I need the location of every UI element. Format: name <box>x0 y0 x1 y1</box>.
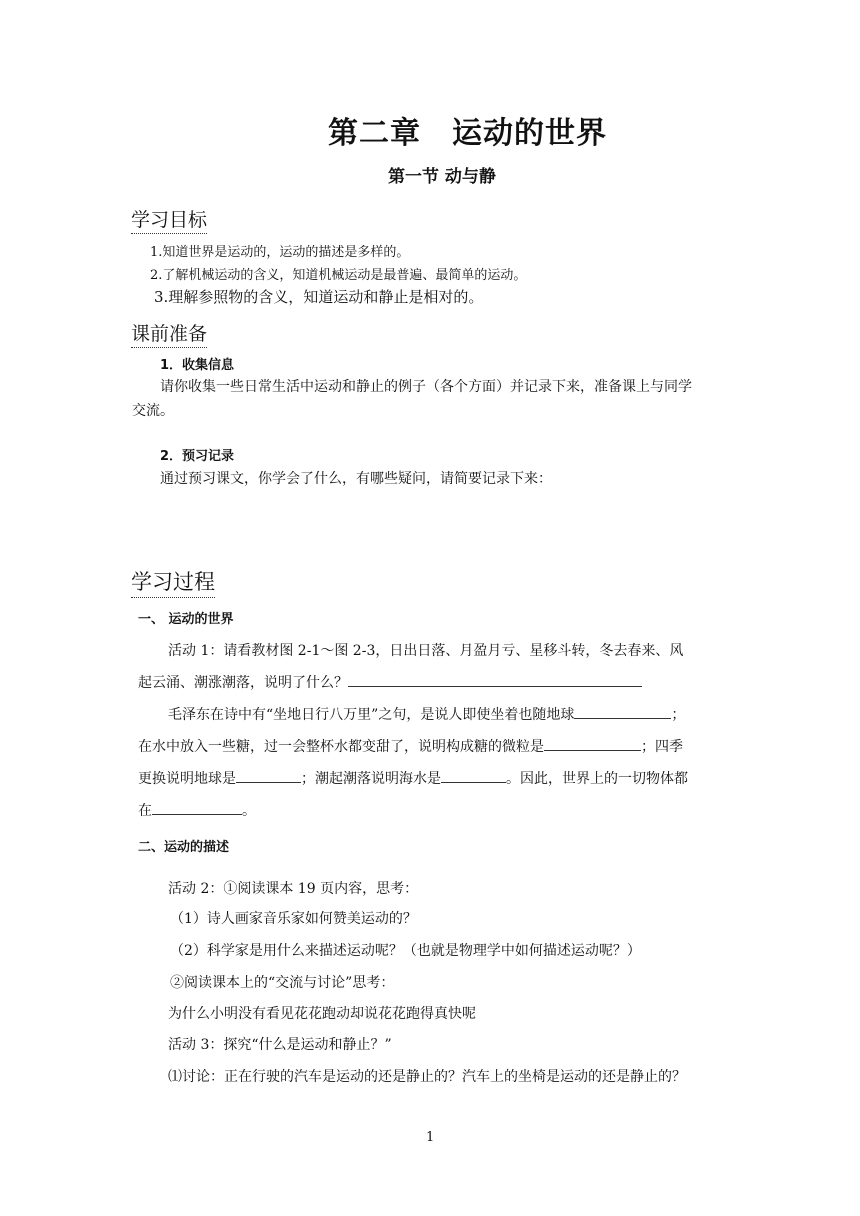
question-item: ②阅读课本上的“交流与讨论”思考： <box>170 975 395 991</box>
objective-item: 3.理解参照物的含义，知道运动和静止是相对的。 <box>154 288 484 306</box>
collect-text: 交流。 <box>132 403 174 419</box>
answer-blank[interactable] <box>348 672 642 687</box>
discussion-text: ⑴讨论：正在行驶的汽车是运动的还是静止的？汽车上的坐椅是运动的还是静止的？ <box>168 1069 686 1085</box>
activity-text: 活动 2：①阅读课本 19 页内容，思考： <box>168 881 419 897</box>
page-number: 1 <box>426 1130 435 1145</box>
paragraph-line: 毛泽东在诗中有“坐地日行八万里”之句，是说人即使坐着也随地球 ； <box>168 704 685 724</box>
activity-text: 活动 1：请看教材图 2-1～图 2-3，日出日落、月盈月亏、星移斗转，冬去春来、风 <box>168 643 684 659</box>
answer-blank[interactable] <box>544 736 641 751</box>
paragraph-line: 在水中放入一些糖，过一会整杯水都变甜了，说明构成糖的微粒是 ；四季 <box>138 736 683 756</box>
section-title: 一、 运动的世界 <box>138 612 234 627</box>
section-title: 二、运动的描述 <box>138 840 230 855</box>
preview-title: 2．预习记录 <box>160 449 235 464</box>
page-title: 第二章 运动的世界 <box>328 116 607 151</box>
activity-text: 起云涌、潮涨潮落，说明了什么？ <box>138 672 642 692</box>
preview-text: 通过预习课文，你学会了什么，有哪些疑问，请简要记录下来： <box>160 471 552 487</box>
answer-blank[interactable] <box>236 768 301 783</box>
page-subtitle: 第一节 动与静 <box>388 167 496 187</box>
prep-heading: 课前准备 <box>131 319 207 348</box>
objective-item: 1.知道世界是运动的，运动的描述是多样的。 <box>150 245 410 260</box>
collect-title: 1．收集信息 <box>160 358 235 373</box>
question-item: 为什么小明没有看见花花跑动却说花花跑得真快呢 <box>168 1006 476 1022</box>
objectives-heading: 学习目标 <box>131 205 207 234</box>
answer-blank[interactable] <box>152 800 242 815</box>
objective-item: 2.了解机械运动的含义，知道机械运动是最普遍、最简单的运动。 <box>150 268 527 283</box>
paragraph-line: 在 。 <box>138 800 256 820</box>
question-item: （1）诗人画家音乐家如何赞美运动的？ <box>170 911 417 927</box>
collect-text: 请你收集一些日常生活中运动和静止的例子（各个方面）并记录下来，准备课上与同学 <box>160 379 692 395</box>
activity-text: 活动 3：探究“什么是运动和静止？” <box>168 1037 392 1053</box>
answer-blank[interactable] <box>574 704 671 719</box>
process-heading: 学习过程 <box>131 566 215 598</box>
question-item: （2）科学家是用什么来描述运动呢？（也就是物理学中如何描述运动呢？） <box>170 943 641 959</box>
answer-blank[interactable] <box>441 768 506 783</box>
paragraph-line: 更换说明地球是 ；潮起潮落说明海水是 。因此，世界上的一切物体都 <box>138 768 688 788</box>
